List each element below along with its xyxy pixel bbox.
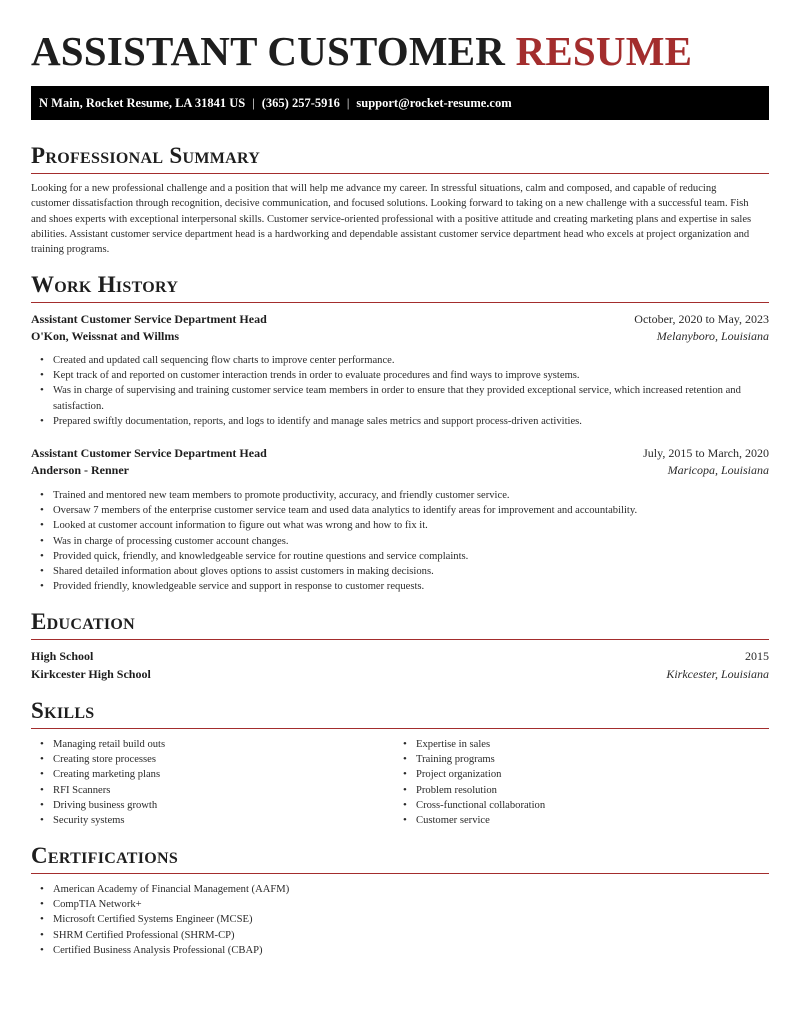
list-item: • SHRM Certified Professional (SHRM-CP) — [53, 928, 761, 943]
title-main: ASSISTANT CUSTOMER — [31, 28, 506, 74]
contact-phone[interactable]: (365) 257-5916 — [261, 96, 340, 110]
skills-right-list — [416, 737, 746, 828]
list-item: • Customer service — [416, 813, 746, 828]
contact-separator: | — [346, 96, 350, 110]
education-school: Kirkcester High School — [31, 667, 151, 681]
contact-email[interactable]: support@rocket-resume.com — [356, 96, 512, 110]
list-item: • Microsoft Certified Systems Engineer (MCSE) — [53, 912, 761, 927]
list-item: • Problem resolution — [416, 783, 746, 798]
list-item: • Training programs — [416, 752, 746, 767]
certifications-section-heading — [31, 843, 769, 874]
job-company: O'Kon, Weissnat and Willms — [31, 329, 180, 343]
list-item: • Creating marketing plans — [53, 767, 383, 782]
job-company: Anderson - Renner — [31, 463, 129, 477]
list-item: • Kept track of and reported on customer interaction trends in order to evaluate procedures and find ways to improve systems. — [53, 368, 761, 383]
education-header — [31, 648, 769, 665]
education-section-heading — [31, 609, 769, 640]
list-item: • Shared detailed information about gloves options to assist customers in making decisions. — [53, 564, 761, 579]
summary-text: Looking for a new professional challenge and a position that will help me advance my career. In stressful situations, calm and composed, and capable of reducing customer dissatisfaction through recognition, decisive communication, and focused solutions. Looking forward to taking on a new challenge with a successful team. Fish and shoes experts with exceptional interpersonal skills. Customer service-oriented professional with a positive attitude and creating marketing plans and expertise in sales abilities. Assistant customer service department head is a hardworking and dependable assistant customer service department head who excels at project organization and training programs. — [31, 183, 752, 256]
list-item: • Creating store processes — [53, 752, 383, 767]
list-item: • American Academy of Financial Management (AAFM) — [53, 882, 761, 897]
job-location: Maricopa, Louisiana — [667, 463, 769, 477]
education-heading: Education — [31, 609, 135, 634]
list-item: • Prepared swiftly documentation, reports, and logs to identify and manage sales metrics and support process-driven activities. — [53, 414, 761, 429]
job-2-header — [31, 445, 769, 462]
list-item: • Oversaw 7 members of the enterprise customer service team and used data analytics to identify areas for improvement and accountability. — [53, 503, 761, 518]
job-dates: October, 2020 to May, 2023 — [634, 312, 769, 326]
education-degree: High School — [31, 649, 94, 663]
list-item: • Trained and mentored new team members to promote productivity, accuracy, and friendly customer service. — [53, 488, 761, 503]
list-item: • Looked at customer account information to figure out what was wrong and how to fix it. — [53, 518, 761, 533]
list-item: • RFI Scanners — [53, 783, 383, 798]
work-heading: Work History — [31, 272, 179, 297]
skills-left-list — [53, 737, 383, 828]
list-item: • Was in charge of processing customer account changes. — [53, 534, 761, 549]
list-item: • Provided friendly, knowledgeable service and support in response to customer requests. — [53, 579, 761, 594]
list-item: • Security systems — [53, 813, 383, 828]
job-1-company-row — [31, 328, 769, 345]
list-item: • Was in charge of supervising and training customer service team members in order to ensure that they provided exceptional service, which increased retention and satisfaction. — [53, 383, 761, 413]
job-1-bullets — [53, 353, 761, 429]
list-item: • CompTIA Network+ — [53, 897, 761, 912]
education-year: 2015 — [745, 649, 769, 663]
work-section-heading — [31, 272, 769, 303]
certifications-heading: Certifications — [31, 843, 179, 868]
list-item: • Provided quick, friendly, and knowledgeable service for routine questions and service complaints. — [53, 549, 761, 564]
list-item: • Project organization — [416, 767, 746, 782]
list-item: • Cross-functional collaboration — [416, 798, 746, 813]
job-2-bullets — [53, 488, 761, 594]
summary-heading: Professional Summary — [31, 143, 261, 168]
job-location: Melanyboro, Louisiana — [656, 329, 769, 343]
contact-address: N Main, Rocket Resume, LA 31841 US — [39, 96, 246, 110]
contact-separator: | — [252, 96, 255, 110]
summary-section-heading — [31, 143, 769, 174]
job-title: Assistant Customer Service Department Head — [31, 446, 267, 460]
list-item: • Created and updated call sequencing flow charts to improve center performance. — [53, 353, 761, 368]
job-title: Assistant Customer Service Department Head — [31, 312, 267, 326]
list-item: • Managing retail build outs — [53, 737, 383, 752]
job-dates: July, 2015 to March, 2020 — [643, 446, 769, 460]
certifications-list — [53, 882, 761, 958]
resume-title — [31, 28, 692, 74]
skills-heading: Skills — [31, 698, 95, 723]
education-location: Kirkcester, Louisiana — [666, 667, 769, 681]
job-1-header — [31, 311, 769, 328]
list-item: • Driving business growth — [53, 798, 383, 813]
contact-bar — [31, 86, 769, 120]
job-2-company-row — [31, 462, 769, 479]
list-item: • Certified Business Analysis Professional (CBAP) — [53, 943, 761, 958]
education-school-row — [31, 666, 769, 683]
list-item: • Expertise in sales — [416, 737, 746, 752]
skills-section-heading — [31, 698, 769, 729]
title-accent: RESUME — [515, 28, 693, 74]
